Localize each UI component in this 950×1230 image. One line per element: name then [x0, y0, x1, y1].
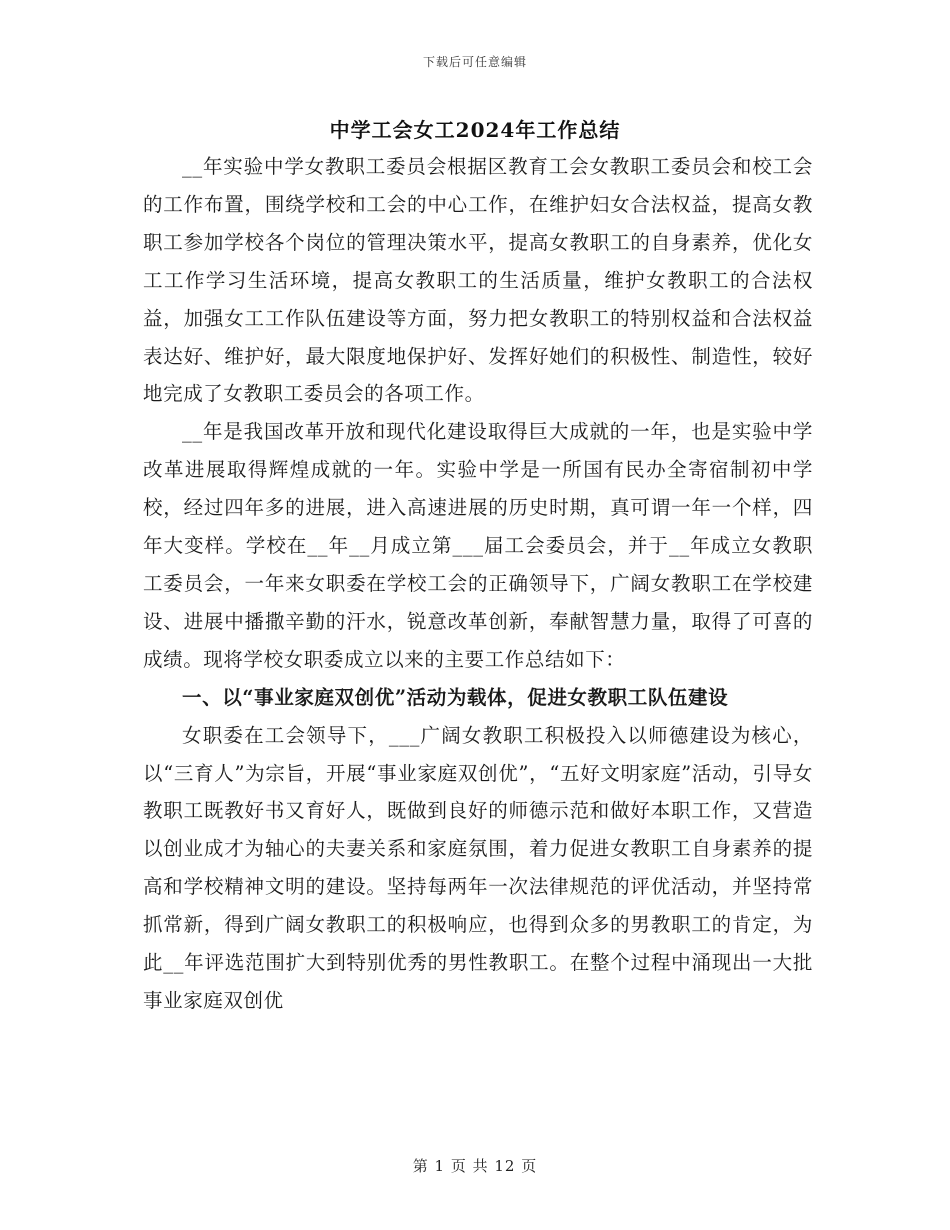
page-footer: 第 1 页 共 12 页	[412, 1157, 538, 1175]
document-body	[143, 148, 813, 1020]
section-heading: 一、以“事业家庭双创优”活动为载体，促进女教职工队伍建设	[182, 685, 729, 709]
document-title: 中学工会女工2024年工作总结	[329, 118, 621, 142]
body-paragraph: __年是我国改革开放和现代化建设取得巨大成就的一年，也是实验中学改革进展取得辉煌成就的一年。实验中学是一所国有民办全寄宿制初中学校，经过四年多的进展，进入高速进展的历史时期，真可谓一年一个样，四年大变样。学校在__年__月成立第___届工会委员会，并于__年成立女教职工委员会，一年来女职委在学校工会的正确领导下，广阔女教职工在学校建设、进展中播撒辛勤的汗水，锐意改革创新，奉献智慧力量，取得了可喜的成绩。现将学校女职委成立以来的主要工作总结如下：	[143, 420, 813, 671]
section-paragraph: 女职委在工会领导下，___广阔女教职工积极投入以师德建设为核心，以“三育人”为宗旨，开展“事业家庭双创优”，“五好文明家庭”活动，引导女教职工既教好书又育好人，既做到良好的师德示范和做好本职工作，又营造以创业成才为轴心的夫妻关系和家庭氛围，着力促进女教职工自身素养的提高和学校精神文明的建设。坚持每两年一次法律规范的评优活动，并坚持常抓常新，得到广阔女教职工的积极响应，也得到众多的男教职工的肯定，为此__年评选范围扩大到特别优秀的男性教职工。在整个过程中涌现出一大批事业家庭双创优	[143, 723, 813, 1012]
page-header-note: 下载后可任意编辑	[422, 55, 527, 69]
body-paragraph: __年实验中学女教职工委员会根据区教育工会女教职工委员会和校工会的工作布置，围绕学校和工会的中心工作，在维护妇女合法权益，提高女教职工参加学校各个岗位的管理决策水平，提高女教职工的自身素养，优化女工工作学习生活环境，提高女教职工的生活质量，维护女教职工的合法权益，加强女工工作队伍建设等方面，努力把女教职工的特别权益和合法权益表达好、维护好，最大限度地保护好、发挥好她们的积极性、制造性，较好地完成了女教职工委员会的各项工作。	[143, 155, 813, 406]
